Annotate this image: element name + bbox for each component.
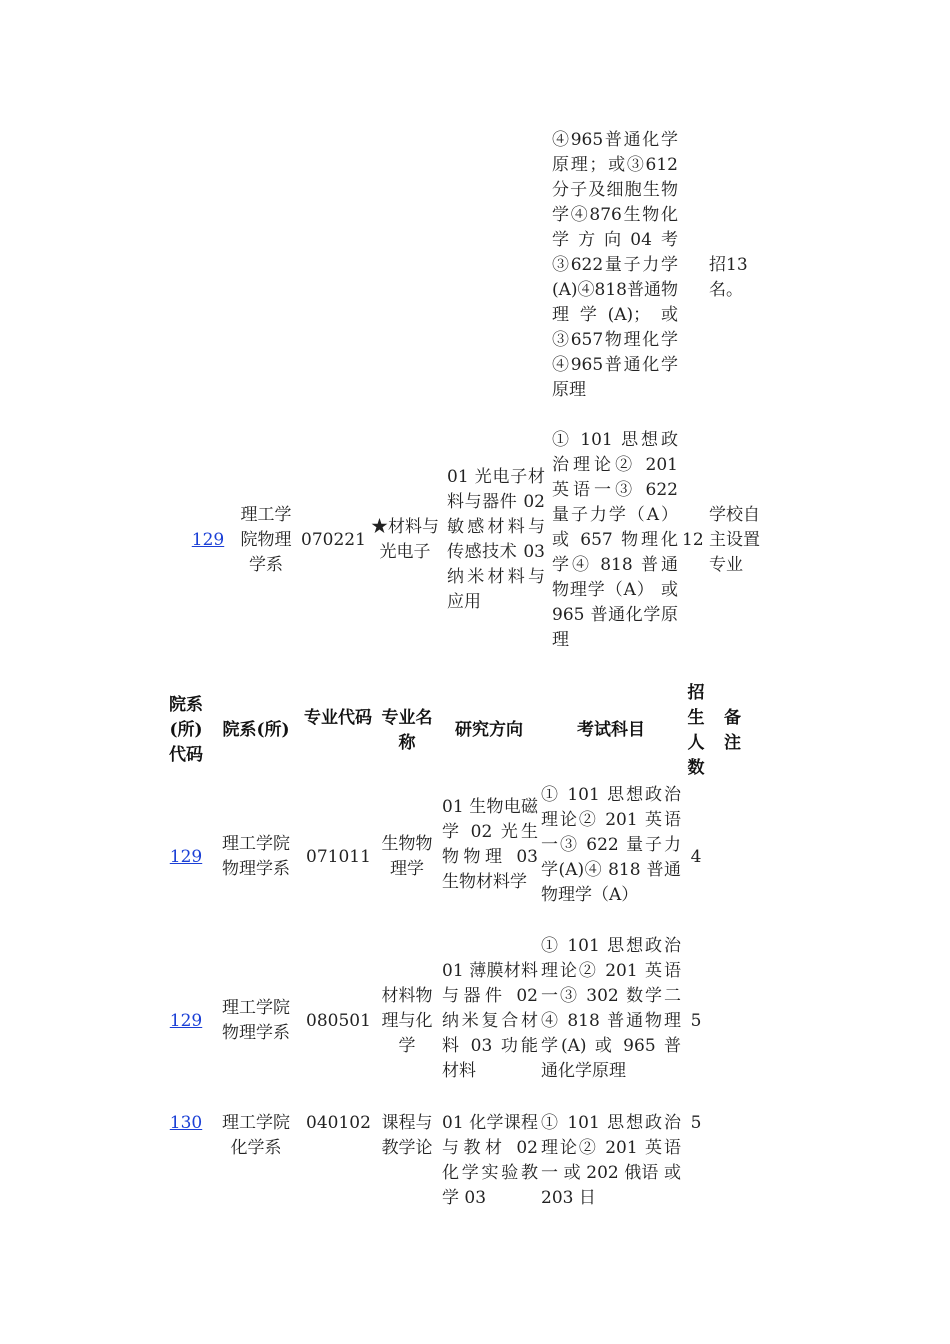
header-major-code: 专业代码 [304, 708, 372, 728]
table-row-count: 4 [690, 847, 702, 867]
table-row-dept-code-link[interactable]: 130 [169, 1113, 203, 1133]
header-remark: 备注 [724, 708, 741, 753]
header-direction: 研究方向 [455, 720, 523, 740]
table-row-exam: ① 101 思想政治理论② 201 英语一③ 622 量子力学(A)④ 818 普通物理学（A） [541, 785, 681, 905]
remark: 学校自主设置专业 [709, 505, 760, 575]
table-row-major-name: 课程与教学论 [381, 1113, 433, 1158]
enrollment-count: 12 [682, 530, 704, 550]
table-row-count: 5 [690, 1113, 702, 1133]
header-major-name: 专业名称 [381, 708, 433, 753]
exam-subjects: ① 101 思想政治理论② 201 英语一③ 622 量子力学（A） 或 657 物理化学④ 818 普通物理学（A） 或 965 普通化学原理 [552, 430, 678, 650]
header-dept-code: 院系(所)代码 [169, 695, 203, 765]
table-row-major-name: 生物物理学 [381, 834, 433, 879]
table-row-direction: 01 化学课程与教材 02 化学实验教学 03 [442, 1113, 538, 1208]
table-row-dept-code-link[interactable]: 129 [169, 1011, 203, 1031]
table-row-exam: ① 101 思想政治理论② 201 英语一 或 202 俄语 或 203 日 [541, 1113, 681, 1208]
table-row-dept-code-link[interactable]: 129 [169, 847, 203, 867]
research-direction: 01 光电子材料与器件 02 敏感材料与传感技术 03 纳米材料与应用 [447, 467, 545, 612]
major-code: 070221 [301, 530, 366, 550]
header-count: 招生人数 [687, 683, 705, 778]
table-row-exam: ① 101 思想政治理论② 201 英语一③ 302 数学二④ 818 普通物理学(A) 或 965 普通化学原理 [541, 936, 681, 1081]
table-row-direction: 01 生物电磁学 02 光生物物理 03 生物材料学 [442, 797, 538, 892]
table-row-dept: 理工学院物理学系 [222, 998, 290, 1043]
table-row-major-name: 材料物理与化学 [381, 986, 433, 1056]
table-row-dept: 理工学院化学系 [222, 1113, 290, 1158]
table-row-direction: 01 薄膜材料与器件 02 纳米复合材料 03 功能材料 [442, 961, 538, 1081]
header-dept: 院系(所) [222, 720, 290, 740]
table-row-major-code: 040102 [306, 1113, 371, 1133]
top-exam-subjects: ④965普通化学原理；或③612分子及细胞生物学④876生物化学方向04考③622量子力学(A)④818普通物理学(A)；或③657物理化学④965普通化学原理 [552, 130, 678, 400]
table-row-count: 5 [690, 1011, 702, 1031]
dept-name: 理工学院物理学系 [240, 505, 292, 575]
major-name: ★材料与光电子 [371, 517, 439, 562]
table-row-major-code: 071011 [306, 847, 371, 867]
table-row-dept: 理工学院物理学系 [222, 834, 290, 879]
dept-code-link[interactable]: 129 [191, 530, 225, 550]
top-remark: 招13名。 [709, 255, 748, 300]
table-row-major-code: 080501 [306, 1011, 371, 1031]
header-exam: 考试科目 [577, 720, 645, 740]
